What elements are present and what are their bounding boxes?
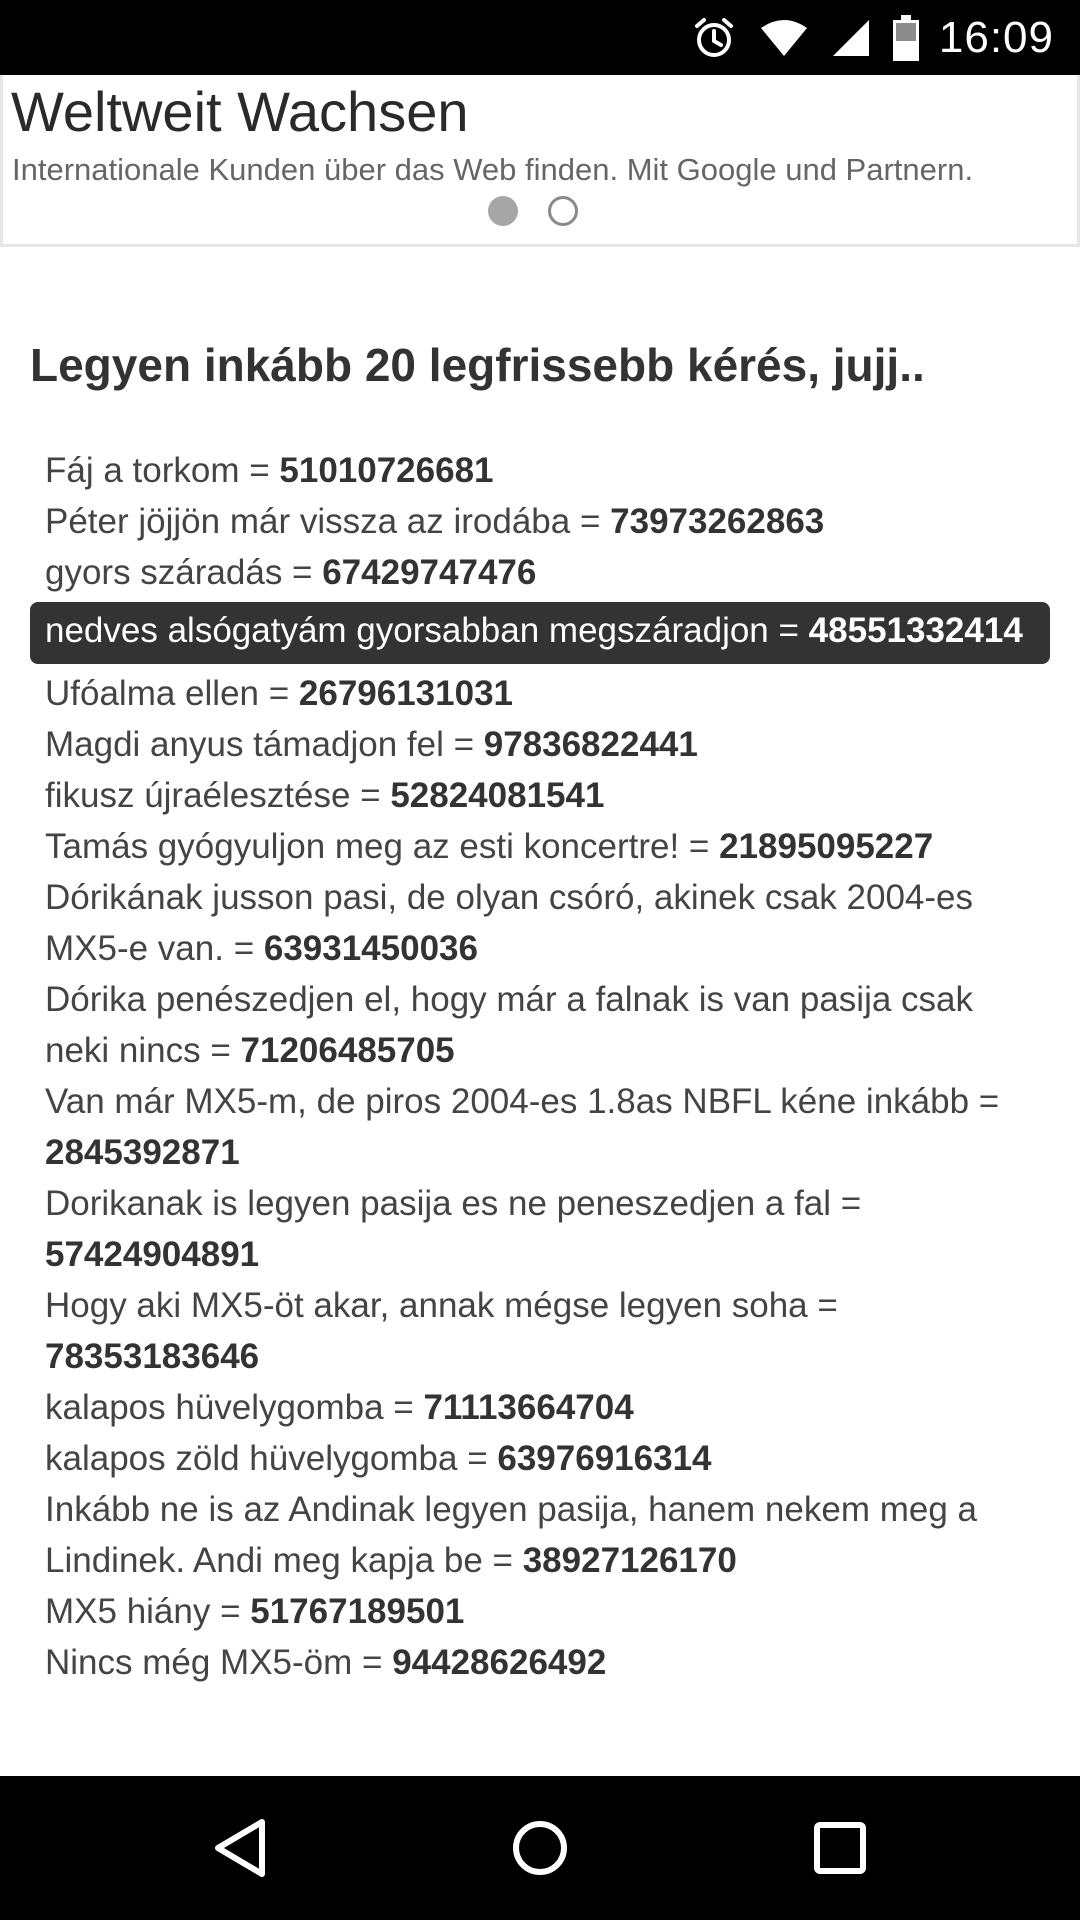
request-text: kalapos zöld hüvelygomba = [45, 1439, 498, 1478]
request-item[interactable] [30, 1586, 1050, 1637]
home-button[interactable] [450, 1776, 630, 1920]
ad-subtitle[interactable]: Internationale Kunden über das Web finden. Mit Google und Partnern. [12, 152, 974, 187]
request-number: 51010726681 [279, 451, 494, 490]
back-icon [210, 1816, 270, 1880]
request-number: 97836822441 [483, 725, 698, 764]
status-bar [0, 0, 1080, 75]
request-number: 63931450036 [263, 929, 478, 968]
request-item[interactable] [30, 668, 1050, 719]
request-text: Tamás gyógyuljon meg az esti koncertre! = [45, 827, 720, 866]
request-number: 48551332414 [808, 611, 1023, 650]
request-number: 63976916314 [497, 1439, 712, 1478]
request-number: 67429747476 [322, 553, 537, 592]
request-number: 57424904891 [45, 1235, 260, 1274]
request-text: Dorikanak is legyen pasija es ne peneszedjen a fal = [45, 1184, 862, 1223]
request-text: Péter jöjjön már vissza az irodába = [45, 502, 611, 541]
carousel-dot[interactable] [548, 196, 578, 226]
request-text: Dórika penészedjen el, hogy már a falnak is van pasija csak neki nincs = [45, 980, 973, 1070]
carousel-indicator [3, 196, 1080, 230]
back-button[interactable] [150, 1776, 330, 1920]
request-item[interactable] [30, 1178, 1050, 1280]
request-item[interactable] [30, 1484, 1050, 1586]
request-number: 71206485705 [240, 1031, 455, 1070]
request-text: fikusz újraélesztése = [45, 776, 391, 815]
request-item[interactable] [30, 496, 1050, 547]
request-item[interactable] [30, 719, 1050, 770]
request-item[interactable] [30, 1280, 1050, 1382]
request-list [30, 445, 1050, 1688]
request-text: Fáj a torkom = [45, 451, 280, 490]
battery-icon [893, 15, 919, 61]
request-number: 94428626492 [392, 1643, 607, 1682]
request-item[interactable] [30, 821, 1050, 872]
request-number: 2845392871 [45, 1133, 240, 1172]
request-item[interactable] [30, 1433, 1050, 1484]
request-number: 26796131031 [298, 674, 514, 713]
request-number: 21895095227 [719, 827, 934, 866]
ad-title[interactable]: Weltweit Wachsen [11, 80, 469, 143]
request-text: Nincs még MX5-öm = [45, 1643, 393, 1682]
request-text: Hogy aki MX5-öt akar, annak mégse legyen soha = [45, 1286, 838, 1325]
request-text: kalapos hüvelygomba = [45, 1388, 424, 1427]
page-heading: Legyen inkább 20 legfrissebb kérés, jujj.. [30, 339, 925, 391]
wifi-icon [759, 18, 809, 58]
recents-icon [812, 1820, 868, 1876]
request-item[interactable] [30, 872, 1050, 974]
request-number: 51767189501 [250, 1592, 465, 1631]
navigation-bar [0, 1776, 1080, 1920]
request-number: 71113664704 [423, 1388, 634, 1427]
request-text: Inkább ne is az Andinak legyen pasija, hanem nekem meg a Lindinek. Andi meg kapja be = [45, 1490, 977, 1580]
request-text: nedves alsógatyám gyorsabban megszáradjon = [45, 611, 809, 650]
request-item[interactable] [30, 770, 1050, 821]
request-text: Van már MX5-m, de piros 2004-es 1.8as NBFL kéne inkább = [45, 1082, 1000, 1121]
request-item[interactable] [30, 1382, 1050, 1433]
request-text: MX5 hiány = [45, 1592, 251, 1631]
request-text: gyors száradás = [45, 553, 323, 592]
request-number: 73973262863 [610, 502, 825, 541]
request-number: 78353183646 [45, 1337, 260, 1376]
alarm-icon [691, 15, 737, 61]
request-item-selected[interactable] [30, 602, 1050, 664]
request-item[interactable] [30, 547, 1050, 598]
carousel-dot-active[interactable] [488, 196, 518, 226]
recents-button[interactable] [750, 1776, 930, 1920]
status-time: 16:09 [938, 12, 1054, 62]
signal-icon [831, 18, 871, 58]
request-item[interactable] [30, 1076, 1050, 1178]
request-text: Magdi anyus támadjon fel = [45, 725, 484, 764]
request-item[interactable] [30, 974, 1050, 1076]
home-icon [510, 1818, 570, 1878]
request-text: Dórikának jusson pasi, de olyan csóró, akinek csak 2004-es MX5-e van. = [45, 878, 973, 968]
request-number: 52824081541 [390, 776, 605, 815]
request-item[interactable] [30, 445, 1050, 496]
request-text: Ufóalma ellen = [45, 674, 299, 713]
request-item[interactable] [30, 1637, 1050, 1688]
ad-banner[interactable] [0, 75, 1080, 247]
request-number: 38927126170 [522, 1541, 737, 1580]
